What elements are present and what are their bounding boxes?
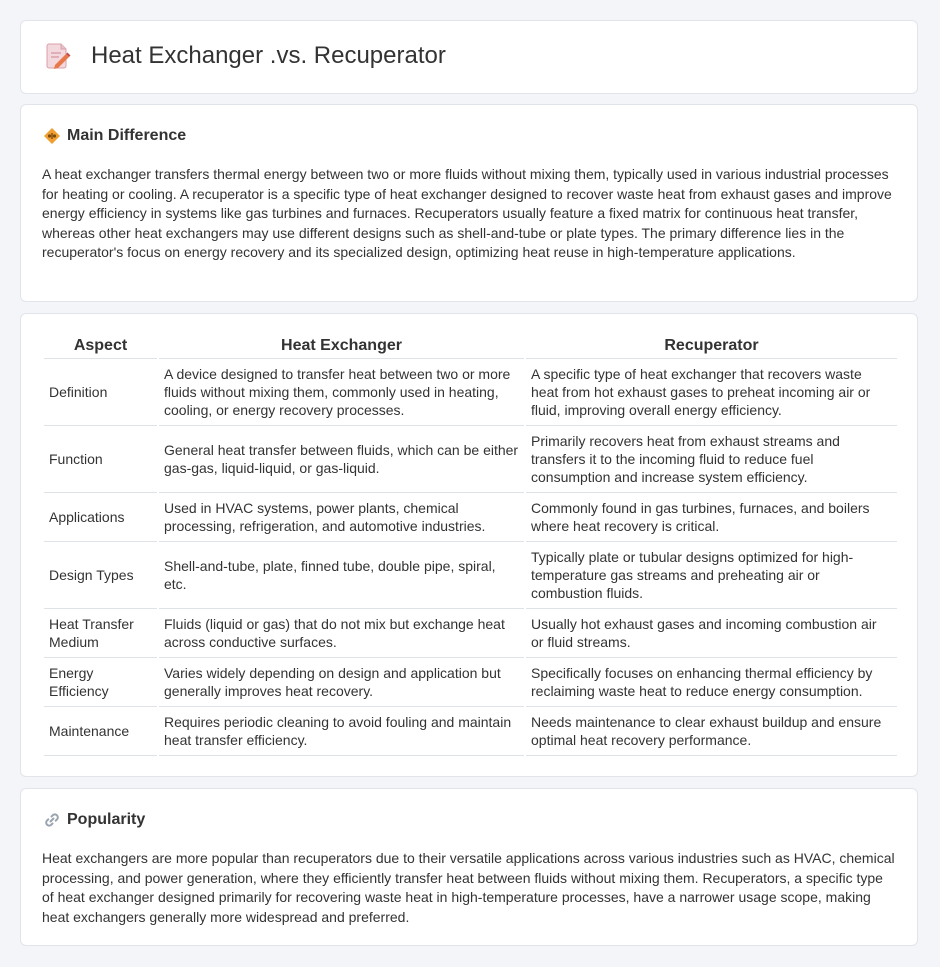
aspect-cell: Definition <box>44 359 157 426</box>
popularity-text: Heat exchangers are more popular than recuperators due to their versatile applications across various industries such as HVAC, chemical processing, and power generation, where they efficiently transfer heat between fluids without mixing them. Recuperators, a specific type of heat exchanger designed primarily for recovering waste heat in high-temperature processes, have a narrower usage scope, making heat exchangers generally more widespread and preferred. <box>42 850 895 925</box>
page-title: Heat Exchanger .vs. Recuperator <box>91 42 446 69</box>
table-row <box>44 707 897 756</box>
column-header-heat-exchanger: Heat Exchanger <box>159 333 524 359</box>
table-row <box>44 542 897 609</box>
link-icon <box>43 811 61 829</box>
recuperator-cell: Needs maintenance to clear exhaust buildup and ensure optimal heat recovery performance. <box>526 707 897 756</box>
recuperator-cell: Usually hot exhaust gases and incoming combustion air or fluid streams. <box>526 609 897 658</box>
comparison-section <box>20 313 918 777</box>
table-row <box>44 609 897 658</box>
recuperator-cell: Commonly found in gas turbines, furnaces, and boilers where heat recovery is critical. <box>526 493 897 542</box>
table-row <box>44 426 897 493</box>
diamond-icon <box>43 127 61 145</box>
recuperator-cell: Primarily recovers heat from exhaust streams and transfers it to the incoming fluid to reduce fuel consumption and increase system efficiency. <box>526 426 897 493</box>
recuperator-cell: Typically plate or tubular designs optimized for high-temperature gas streams and preheating air or combustion fluids. <box>526 542 897 609</box>
aspect-cell: Heat Transfer Medium <box>44 609 157 658</box>
heat-exchanger-cell: Varies widely depending on design and application but generally improves heat recovery. <box>159 658 524 707</box>
document-edit-icon <box>45 41 73 71</box>
column-header-aspect: Aspect <box>44 333 157 359</box>
popularity-heading: Popularity <box>67 811 146 828</box>
aspect-cell: Function <box>44 426 157 493</box>
comparison-table <box>42 333 899 756</box>
recuperator-cell: A specific type of heat exchanger that recovers waste heat from hot exhaust gases to preheat incoming air or fluid, improving overall energy efficiency. <box>526 359 897 426</box>
table-row <box>44 493 897 542</box>
heat-exchanger-cell: A device designed to transfer heat between two or more fluids without mixing them, commonly used in heating, cooling, or energy recovery processes. <box>159 359 524 426</box>
recuperator-cell: Specifically focuses on enhancing thermal efficiency by reclaiming waste heat to reduce energy consumption. <box>526 658 897 707</box>
heat-exchanger-cell: Requires periodic cleaning to avoid fouling and maintain heat transfer efficiency. <box>159 707 524 756</box>
popularity-section <box>20 788 918 946</box>
heat-exchanger-cell: Used in HVAC systems, power plants, chemical processing, refrigeration, and automotive industries. <box>159 493 524 542</box>
aspect-cell: Energy Efficiency <box>44 658 157 707</box>
main-difference-section <box>20 104 918 302</box>
table-row <box>44 359 897 426</box>
aspect-cell: Applications <box>44 493 157 542</box>
heat-exchanger-cell: General heat transfer between fluids, which can be either gas-gas, liquid-liquid, or gas-liquid. <box>159 426 524 493</box>
heat-exchanger-cell: Shell-and-tube, plate, finned tube, double pipe, spiral, etc. <box>159 542 524 609</box>
title-card <box>20 20 918 94</box>
aspect-cell: Maintenance <box>44 707 157 756</box>
table-header-row <box>44 333 897 359</box>
aspect-cell: Design Types <box>44 542 157 609</box>
table-row <box>44 658 897 707</box>
main-difference-text: A heat exchanger transfers thermal energy between two or more fluids without mixing them, typically used in various industrial processes for heating or cooling. A recuperator is a specific type of heat exchanger designed to recover waste heat from exhaust gases and improve energy efficiency in systems like gas turbines and furnaces. Recuperators usually feature a fixed matrix for continuous heat transfer, whereas other heat exchangers may use different designs such as shell-and-tube or plate types. The primary difference lies in the recuperator's focus on energy recovery and its specialized design, optimizing heat reuse in high-temperature applications. <box>42 166 892 260</box>
column-header-recuperator: Recuperator <box>526 333 897 359</box>
heat-exchanger-cell: Fluids (liquid or gas) that do not mix but exchange heat across conductive surfaces. <box>159 609 524 658</box>
main-difference-heading: Main Difference <box>67 127 187 144</box>
